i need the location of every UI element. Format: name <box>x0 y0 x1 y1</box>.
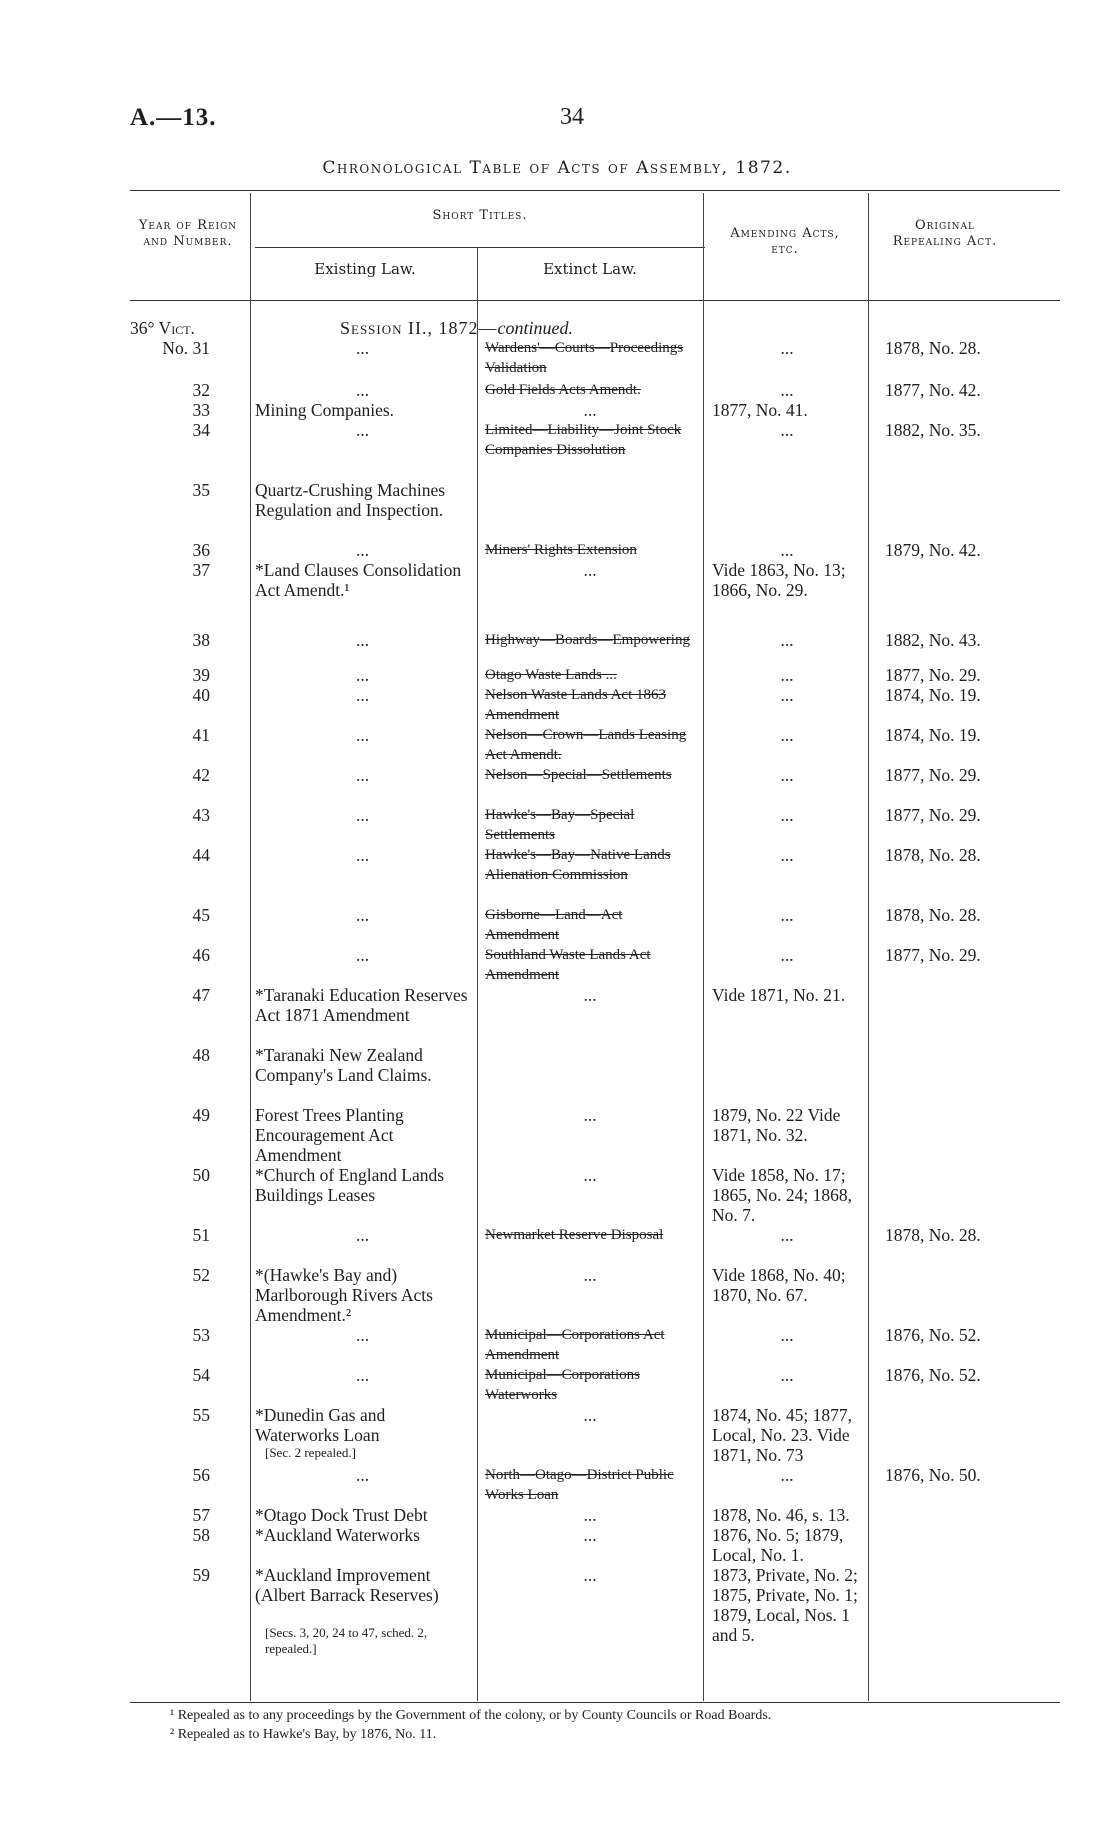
divider-amending <box>868 193 869 1701</box>
amending-acts: ... <box>780 540 794 560</box>
repealing-act: 1874, No. 19. <box>885 725 981 745</box>
extinct-law: Hawke's—Bay—Special Settlements <box>485 807 635 843</box>
existing-law: ... <box>355 1365 370 1385</box>
extinct-law: Gisborne—Land—Act Amendment <box>485 907 623 943</box>
repealing-act: 1876, No. 50. <box>885 1465 981 1485</box>
row-number: 36 <box>192 540 210 560</box>
table-title: Chronological Table of Acts of Assembly, 1872. <box>322 158 792 178</box>
extinct-law: Highway—Boards—Empowering <box>485 632 690 648</box>
extinct-law: Municipal—Corporations Act Amendment <box>485 1327 665 1363</box>
row-number: 46 <box>192 945 210 965</box>
existing-law: ... <box>355 805 370 825</box>
extinct-law: North—Otago—District Public Works Loan <box>485 1467 674 1503</box>
header-year-reign: Year of Reign and Number. <box>138 218 238 249</box>
row-number: 34 <box>192 420 210 440</box>
header-amending-acts: Amending Acts, etc. <box>730 226 840 257</box>
extinct-law: Miners' Rights Extension <box>485 542 637 558</box>
extinct-law: Nelson—Special—Settlements <box>485 767 672 783</box>
repealing-act: 1876, No. 52. <box>885 1325 981 1345</box>
extinct-law: Newmarket Reserve Disposal <box>485 1227 664 1243</box>
row-number: 56 <box>192 1465 210 1485</box>
amending-acts: ... <box>780 685 794 705</box>
extinct-law: ... <box>583 1565 597 1585</box>
row-number: 54 <box>192 1365 210 1385</box>
amending-acts: ... <box>780 725 794 745</box>
row-number: 53 <box>192 1325 210 1345</box>
extinct-law: Wardens'—Courts—Proceedings Validation <box>485 340 684 376</box>
existing-law-note: [Sec. 2 repealed.] <box>265 1445 356 1460</box>
repealing-act: 1882, No. 43. <box>885 630 981 650</box>
row-number: 38 <box>192 630 210 650</box>
extinct-law: ... <box>583 1525 597 1545</box>
existing-law: ... <box>355 905 370 925</box>
header-repealing-act: Original Repealing Act. <box>892 218 998 249</box>
session-text: Session II., 1872— <box>340 318 498 338</box>
existing-law: ... <box>355 725 370 745</box>
divider-existing <box>477 248 478 1701</box>
repealing-act: 1877, No. 29. <box>885 945 981 965</box>
row-number: 35 <box>192 480 210 500</box>
extinct-law: ... <box>583 1265 597 1285</box>
amending-acts: ... <box>780 905 794 925</box>
amending-acts: Vide 1868, No. 40; 1870, No. 67. <box>712 1265 846 1305</box>
existing-law: Quartz-Crushing Machines Regulation and Inspection. <box>255 480 446 520</box>
session-label <box>340 318 573 339</box>
existing-law: ... <box>355 945 370 965</box>
row-number: 39 <box>192 665 210 685</box>
extinct-law: ... <box>583 1505 597 1525</box>
row-number: 48 <box>192 1045 210 1065</box>
row-number: 41 <box>192 725 210 745</box>
divider-year <box>250 193 251 1701</box>
amending-acts: 1878, No. 46, s. 13. <box>712 1505 850 1525</box>
extinct-law: Hawke's—Bay—Native Lands Alienation Commission <box>485 847 671 883</box>
existing-law: ... <box>355 685 370 705</box>
amending-acts: 1877, No. 41. <box>712 400 808 420</box>
extinct-law: Southland Waste Lands Act Amendment <box>485 947 651 983</box>
footnote-1: ¹ Repealed as to any proceedings by the Government of the colony, or by County Councils or Road Boards. <box>170 1708 772 1723</box>
existing-law: Forest Trees Planting Encouragement Act Amendment <box>255 1105 404 1165</box>
short-titles-rule <box>255 247 705 248</box>
extinct-law: ... <box>583 1405 597 1425</box>
existing-law: *Taranaki New Zealand Company's Land Claims. <box>255 1045 432 1085</box>
repealing-act: 1878, No. 28. <box>885 905 981 925</box>
divider-extinct <box>703 193 704 1701</box>
repealing-act: 1877, No. 29. <box>885 805 981 825</box>
amending-acts: ... <box>780 945 794 965</box>
amending-acts: ... <box>780 1225 794 1245</box>
row-number: 40 <box>192 685 210 705</box>
page-reference: A.—13. <box>130 104 217 131</box>
row-number: 57 <box>192 1505 210 1525</box>
row-number: 49 <box>192 1105 210 1125</box>
amending-acts: ... <box>780 1365 794 1385</box>
existing-law: Mining Companies. <box>255 400 395 420</box>
reign-label: 36° Vict. <box>130 318 195 338</box>
row-number: No. 31 <box>162 338 210 358</box>
extinct-law: Nelson—Crown—Lands Leasing Act Amendt. <box>485 727 687 763</box>
existing-law: ... <box>355 380 370 400</box>
amending-acts: ... <box>780 380 794 400</box>
row-number: 59 <box>192 1565 210 1585</box>
existing-law: ... <box>355 765 370 785</box>
repealing-act: 1878, No. 28. <box>885 845 981 865</box>
existing-law: ... <box>355 420 370 440</box>
existing-law: ... <box>355 630 370 650</box>
existing-law: ... <box>355 540 370 560</box>
repealing-act: 1877, No. 29. <box>885 665 981 685</box>
row-number: 45 <box>192 905 210 925</box>
row-number: 33 <box>192 400 210 420</box>
existing-law: *Auckland Improvement (Albert Barrack Reserves) <box>255 1565 439 1605</box>
amending-acts: ... <box>780 630 794 650</box>
amending-acts: 1873, Private, No. 2; 1875, Private, No. 1; 1879, Local, Nos. 1 and 5. <box>712 1565 858 1645</box>
session-continued: continued. <box>497 318 573 338</box>
repealing-act: 1876, No. 52. <box>885 1365 981 1385</box>
extinct-law: ... <box>583 400 597 420</box>
existing-law: *Auckland Waterworks <box>255 1525 420 1545</box>
row-number: 37 <box>192 560 210 580</box>
amending-acts: ... <box>780 765 794 785</box>
amending-acts: ... <box>780 338 794 358</box>
amending-acts: 1876, No. 5; 1879, Local, No. 1. <box>712 1525 844 1565</box>
row-number: 32 <box>192 380 210 400</box>
row-number: 47 <box>192 985 210 1005</box>
repealing-act: 1879, No. 42. <box>885 540 981 560</box>
existing-law: *Dunedin Gas and Waterworks Loan <box>255 1405 386 1445</box>
amending-acts: ... <box>780 420 794 440</box>
row-number: 51 <box>192 1225 210 1245</box>
existing-law: *Church of England Lands Buildings Leases <box>255 1165 445 1205</box>
extinct-law: Otago Waste Lands ... <box>485 667 617 683</box>
amending-acts: 1874, No. 45; 1877, Local, No. 23. Vide 1871, No. 73 <box>712 1405 852 1465</box>
row-number: 52 <box>192 1265 210 1285</box>
header-bottom-rule <box>130 300 1060 301</box>
page-number: 34 <box>560 104 584 130</box>
amending-acts: ... <box>780 665 794 685</box>
existing-law: *Taranaki Education Reserves Act 1871 Amendment <box>255 985 468 1025</box>
amending-acts: ... <box>780 1465 794 1485</box>
extinct-law: Municipal—Corporations Waterworks <box>485 1367 640 1403</box>
existing-law-note: [Secs. 3, 20, 24 to 47, sched. 2, repealed.] <box>265 1625 428 1656</box>
repealing-act: 1877, No. 42. <box>885 380 981 400</box>
amending-acts: Vide 1858, No. 17; 1865, No. 24; 1868, No. 7. <box>712 1165 852 1225</box>
header-short-titles: Short Titles. <box>432 208 528 223</box>
row-number: 43 <box>192 805 210 825</box>
amending-acts: Vide 1871, No. 21. <box>712 985 846 1005</box>
extinct-law: ... <box>583 1165 597 1185</box>
amending-acts: ... <box>780 845 794 865</box>
extinct-law: Gold Fields Acts Amendt. <box>485 382 641 398</box>
row-number: 50 <box>192 1165 210 1185</box>
existing-law: ... <box>355 1465 370 1485</box>
extinct-law: ... <box>583 560 597 580</box>
row-number: 44 <box>192 845 210 865</box>
existing-law: ... <box>355 1225 370 1245</box>
existing-law: ... <box>355 338 370 358</box>
repealing-act: 1874, No. 19. <box>885 685 981 705</box>
row-number: 55 <box>192 1405 210 1425</box>
existing-law: *(Hawke's Bay and) Marlborough Rivers Acts Amendment.² <box>255 1265 433 1325</box>
header-extinct-law: Extinct Law. <box>543 260 637 278</box>
repealing-act: 1878, No. 28. <box>885 1225 981 1245</box>
header-top-rule <box>130 190 1060 191</box>
amending-acts: ... <box>780 1325 794 1345</box>
existing-law: *Otago Dock Trust Debt <box>255 1505 428 1525</box>
existing-law: ... <box>355 665 370 685</box>
amending-acts: 1879, No. 22 Vide 1871, No. 32. <box>712 1105 841 1145</box>
extinct-law: Nelson Waste Lands Act 1863 Amendment <box>485 687 666 723</box>
footnote-2: ² Repealed as to Hawke's Bay, by 1876, No. 11. <box>170 1727 437 1742</box>
extinct-law: ... <box>583 1105 597 1125</box>
existing-law: ... <box>355 845 370 865</box>
repealing-act: 1882, No. 35. <box>885 420 981 440</box>
extinct-law: ... <box>583 985 597 1005</box>
existing-law: ... <box>355 1325 370 1345</box>
existing-law: *Land Clauses Consolidation Act Amendt.¹ <box>255 560 462 600</box>
repealing-act: 1877, No. 29. <box>885 765 981 785</box>
extinct-law: Limited—Liability—Joint Stock Companies Dissolution <box>485 422 682 458</box>
repealing-act: 1878, No. 28. <box>885 338 981 358</box>
header-existing-law: Existing Law. <box>314 260 416 278</box>
row-number: 58 <box>192 1525 210 1545</box>
amending-acts: Vide 1863, No. 13; 1866, No. 29. <box>712 560 846 600</box>
row-number: 42 <box>192 765 210 785</box>
amending-acts: ... <box>780 805 794 825</box>
table-bottom-rule <box>130 1702 1060 1703</box>
